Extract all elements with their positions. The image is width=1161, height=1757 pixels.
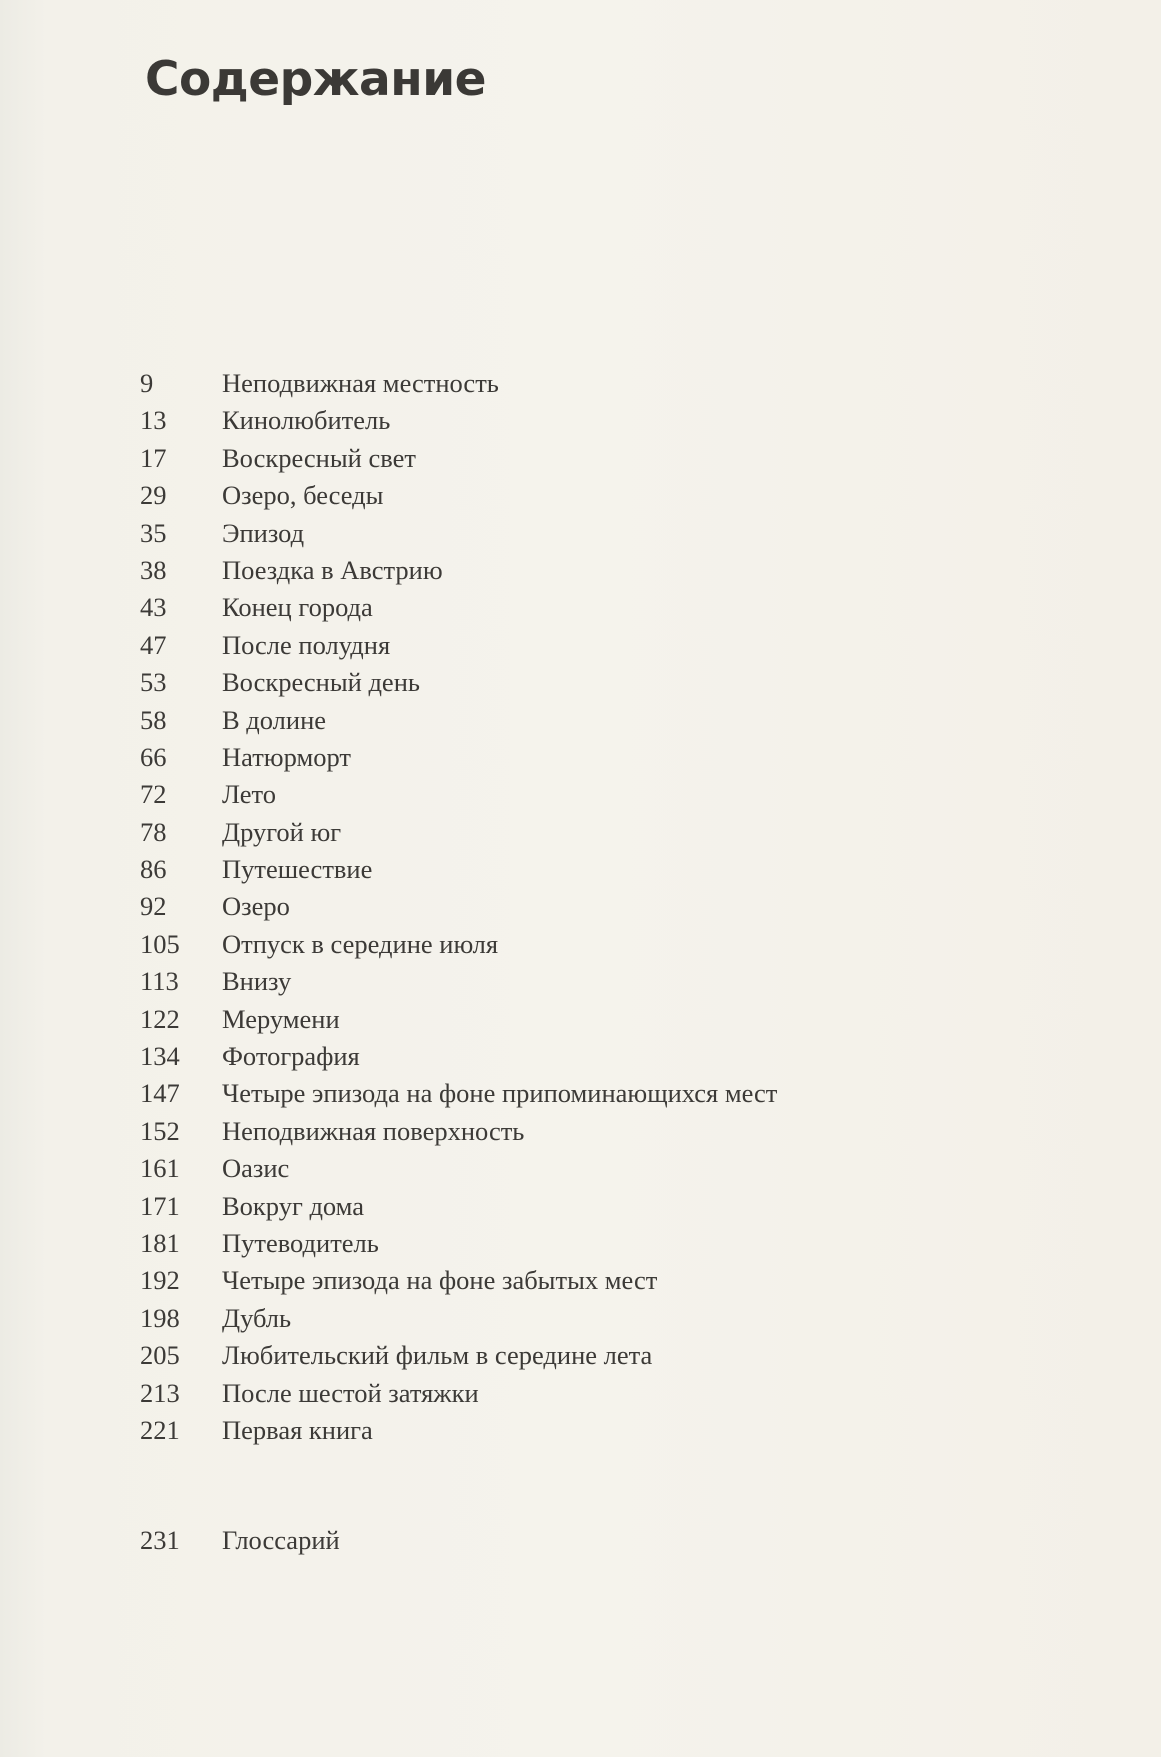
- toc-row: [140, 926, 1040, 963]
- toc-row: [140, 1300, 1040, 1337]
- toc-row: [140, 627, 1040, 664]
- toc-page-number: 38: [140, 554, 167, 585]
- toc-page-number: 205: [140, 1340, 180, 1371]
- toc-row: [140, 1113, 1040, 1150]
- toc-entry-title: Воскресный день: [222, 667, 420, 698]
- toc-entry-title: Озеро: [222, 891, 290, 922]
- toc-entry-title: Вокруг дома: [222, 1190, 365, 1221]
- toc-entry-title: Любительский фильм в середине лета: [222, 1340, 653, 1371]
- toc-entry-title: Четыре эпизода на фоне припоминающихся мест: [222, 1078, 778, 1109]
- toc-page-number: 35: [140, 517, 167, 548]
- toc-page-number: 47: [140, 629, 167, 660]
- toc-entry-title: Эпизод: [222, 517, 305, 548]
- toc-entry-title: В долине: [222, 704, 327, 735]
- toc-page-number: 13: [140, 405, 167, 436]
- toc-page-number: 86: [140, 854, 167, 885]
- toc-entry-title: После полудня: [222, 629, 391, 660]
- toc-page-number: 192: [140, 1265, 180, 1296]
- toc-entry-title: Отпуск в середине июля: [222, 928, 499, 959]
- toc-row: [140, 1001, 1040, 1038]
- toc-row: [140, 963, 1040, 1000]
- toc-entry-title: Четыре эпизода на фоне забытых мест: [222, 1265, 658, 1296]
- toc-entry-title: Глоссарий: [222, 1525, 340, 1555]
- toc-entry-title: Лето: [222, 779, 277, 810]
- toc-page-number: 58: [140, 704, 167, 735]
- toc-entry-title: Неподвижная поверхность: [222, 1115, 525, 1146]
- toc-entry-title: Первая книга: [222, 1414, 373, 1445]
- toc-row: [140, 515, 1040, 552]
- toc-row: [140, 1038, 1040, 1075]
- toc-page-number: 113: [140, 966, 179, 997]
- toc-page-number: 181: [140, 1227, 180, 1258]
- toc-row: [140, 814, 1040, 851]
- toc-row: [140, 440, 1040, 477]
- toc-entry-title: Мерумени: [222, 1003, 340, 1034]
- toc-page-number: 66: [140, 741, 167, 772]
- toc-row: [140, 1150, 1040, 1187]
- toc-entry-title: Фотография: [222, 1041, 360, 1072]
- toc-page-number: 43: [140, 592, 167, 623]
- toc-row: [140, 888, 1040, 925]
- toc-row-appendix: [140, 1522, 1040, 1559]
- appendix-entry: [140, 1522, 1040, 1559]
- toc-page-number: 105: [140, 928, 180, 959]
- toc-entry-title: Путешествие: [222, 854, 373, 885]
- toc-page-number: 213: [140, 1377, 180, 1408]
- toc-row: [140, 776, 1040, 813]
- toc-page-number: 171: [140, 1190, 180, 1221]
- toc-entry-title: Озеро, беседы: [222, 480, 384, 511]
- toc-row: [140, 589, 1040, 626]
- toc-entry-title: Воскресный свет: [222, 442, 416, 473]
- toc-row: [140, 739, 1040, 776]
- toc-page-number: 122: [140, 1003, 180, 1034]
- toc-page-number: 9: [140, 368, 154, 398]
- toc-row: [140, 1225, 1040, 1262]
- toc-entry-title: Неподвижная местность: [222, 368, 499, 398]
- toc-entry-title: Другой юг: [222, 816, 342, 847]
- toc-row: [140, 1262, 1040, 1299]
- page-title: Содержание: [145, 52, 487, 107]
- toc-entry-title: Внизу: [222, 966, 292, 997]
- toc-page-number: 231: [140, 1525, 180, 1555]
- toc-row: [140, 402, 1040, 439]
- toc-page-number: 198: [140, 1302, 180, 1333]
- toc-page-number: 29: [140, 480, 167, 511]
- toc-page-number: 78: [140, 816, 167, 847]
- toc-row: [140, 702, 1040, 739]
- toc-page-number: 221: [140, 1414, 180, 1445]
- toc-entry-title: Дубль: [222, 1302, 292, 1333]
- toc-row: [140, 1337, 1040, 1374]
- toc-page-number: 72: [140, 779, 167, 810]
- toc-page-number: 92: [140, 891, 167, 922]
- toc-page-number: 53: [140, 667, 167, 698]
- toc-entry-title: Конец города: [222, 592, 373, 623]
- toc-row: [140, 851, 1040, 888]
- toc-page-number: 134: [140, 1041, 180, 1072]
- toc-row: [140, 664, 1040, 701]
- toc-entry-title: Поездка в Австрию: [222, 554, 443, 585]
- toc-row: [140, 365, 1040, 402]
- toc-page-number: 161: [140, 1153, 180, 1184]
- toc-page-number: 147: [140, 1078, 180, 1109]
- toc-row: [140, 477, 1040, 514]
- toc-entry-title: Путеводитель: [222, 1227, 379, 1258]
- table-of-contents: [140, 365, 1040, 1449]
- toc-row: [140, 552, 1040, 589]
- toc-entry-title: Оазис: [222, 1153, 290, 1184]
- toc-entry-title: После шестой затяжки: [222, 1377, 479, 1408]
- toc-row: [140, 1188, 1040, 1225]
- toc-page-number: 17: [140, 442, 167, 473]
- toc-row: [140, 1375, 1040, 1412]
- toc-row: [140, 1075, 1040, 1112]
- toc-entry-title: Натюрморт: [222, 741, 351, 772]
- toc-page-number: 152: [140, 1115, 180, 1146]
- toc-entry-title: Кинолюбитель: [222, 405, 391, 436]
- toc-row: [140, 1412, 1040, 1449]
